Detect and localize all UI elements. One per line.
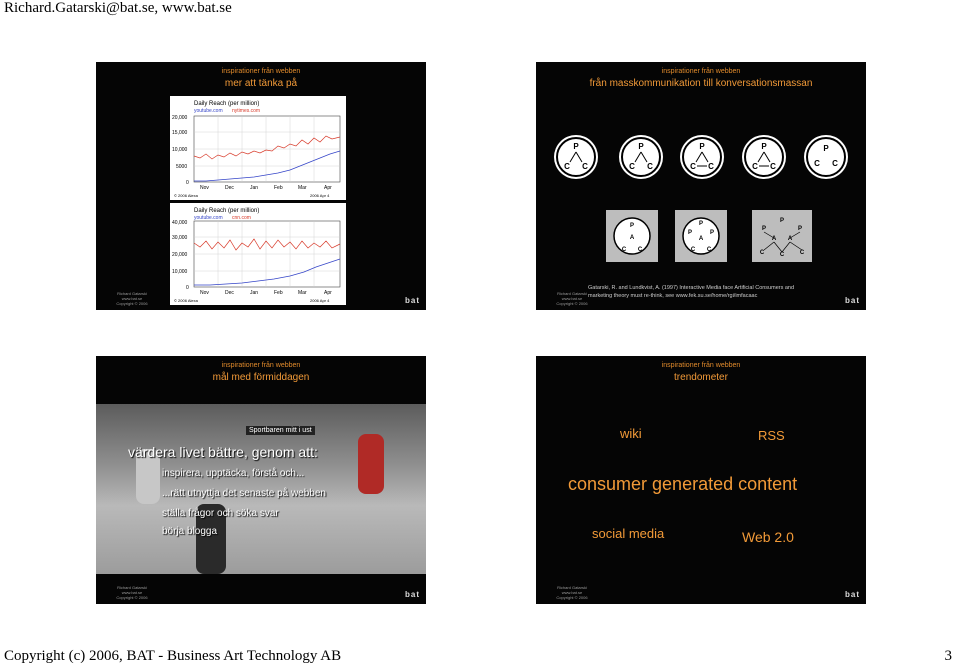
xtick: Apr — [324, 290, 332, 296]
reference-text — [588, 284, 838, 300]
goal-item: börja blogga — [162, 526, 218, 537]
goal-item: ställa frågor och söka svar — [162, 508, 279, 519]
ytick: 15,000 — [172, 130, 188, 136]
credit-copyright: Copyright © 2006 — [116, 595, 148, 600]
reference-line: Gatarski, R. and Lundkvist, A. (1997) Interactive Media face Artificial Consumers and — [588, 285, 795, 291]
trend-consumer-generated-content: consumer generated content — [568, 474, 798, 494]
xtick: Mar — [298, 290, 307, 296]
svg-text:P: P — [573, 142, 579, 151]
slide-title: mål med förmiddagen — [212, 372, 310, 383]
svg-text:C: C — [621, 247, 627, 253]
svg-text:C: C — [799, 250, 805, 256]
slide-title: mer att tänka på — [224, 78, 298, 89]
legend-youtube: youtube.com — [194, 215, 223, 221]
legend-nytimes: nytimes.com — [232, 108, 261, 114]
chart-date: 2006 Apr 4 — [310, 298, 330, 303]
ytick: 0 — [186, 285, 189, 291]
slide-title: från masskommunikation till konversationsmassan — [589, 78, 813, 89]
nytimes-series — [194, 136, 340, 159]
trend-web2: Web 2.0 — [742, 529, 794, 545]
slide-subtitle: inspirationer från webben — [221, 68, 301, 75]
credit-name: Richard Gatarski — [117, 291, 147, 296]
svg-text:A: A — [629, 235, 635, 241]
svg-text:P: P — [797, 226, 803, 232]
svg-text:C: C — [759, 250, 765, 256]
slide-credit — [102, 291, 162, 306]
page-header: Richard.Gatarski@bat.se, www.bat.se — [4, 0, 232, 16]
svg-text:C: C — [770, 162, 776, 171]
svg-text:P: P — [638, 142, 644, 151]
xtick: Mar — [298, 185, 307, 191]
svg-text:P: P — [699, 142, 705, 151]
ytick: 30,000 — [172, 235, 188, 241]
legend-youtube: youtube.com — [194, 108, 223, 114]
xtick: Nov — [200, 290, 209, 296]
svg-text:C: C — [752, 162, 758, 171]
page-footer: Copyright (c) 2006, BAT - Business Art Technology AB — [4, 648, 342, 664]
diagram-circle — [680, 135, 724, 179]
credit-site: www.bat.se — [561, 296, 583, 301]
svg-text:A: A — [787, 236, 793, 242]
slide-subtitle: inspirationer från webben — [221, 362, 301, 369]
svg-text:C: C — [564, 162, 570, 171]
svg-text:P: P — [709, 230, 715, 236]
slide-credit — [542, 291, 602, 306]
diagram-circle — [619, 135, 663, 179]
bat-logo: bat — [845, 590, 860, 599]
xtick: Jan — [250, 290, 259, 296]
xtick: Jan — [250, 185, 259, 191]
ytick: 20,000 — [172, 115, 188, 121]
trend-social-media: social media — [592, 526, 665, 541]
slide-credit — [542, 585, 602, 600]
credit-name: Richard Gatarski — [557, 585, 587, 590]
reference-line: marketing theory must re-think, see www.fek.su.se/home/rgi/imfacaac — [588, 293, 758, 299]
svg-text:C: C — [708, 162, 714, 171]
diagram-box — [752, 210, 812, 262]
goals-heading: värdera livet bättre, genom att: — [128, 444, 318, 460]
slide-3 — [96, 356, 426, 604]
svg-text:P: P — [629, 223, 635, 229]
xtick: Apr — [324, 185, 332, 191]
chart-title: Daily Reach (per million) — [194, 208, 260, 214]
slide-title: trendometer — [674, 372, 728, 383]
xtick: Dec — [225, 290, 234, 296]
svg-text:C: C — [629, 162, 635, 171]
diagram-circle — [554, 135, 598, 179]
alexa-chart-2 — [170, 203, 346, 305]
diagram-circle — [804, 135, 848, 179]
slide-subtitle: inspirationer från webben — [661, 68, 741, 75]
svg-text:P: P — [698, 221, 704, 227]
svg-text:C: C — [637, 247, 643, 253]
credit-name: Richard Gatarski — [557, 291, 587, 296]
credit-site: www.bat.se — [121, 590, 143, 595]
chart-title: Daily Reach (per million) — [194, 101, 260, 107]
ytick: 20,000 — [172, 252, 188, 258]
bat-logo: bat — [845, 296, 860, 305]
diagram-box — [675, 210, 727, 262]
credit-name: Richard Gatarski — [117, 585, 147, 590]
svg-text:P: P — [823, 144, 829, 153]
alexa-chart-1 — [170, 96, 346, 200]
communication-diagrams — [536, 122, 866, 292]
goal-item: ...rätt utnyttja det senaste på webben — [162, 488, 326, 499]
credit-copyright: Copyright © 2006 — [556, 595, 588, 600]
credit-site: www.bat.se — [121, 296, 143, 301]
slide-2 — [536, 62, 866, 310]
svg-text:P: P — [779, 218, 785, 224]
svg-text:C: C — [690, 247, 696, 253]
credit-site: www.bat.se — [561, 590, 583, 595]
trend-rss: RSS — [758, 428, 785, 443]
ytick: 5000 — [176, 164, 188, 170]
xtick: Feb — [274, 185, 283, 191]
slide-credit — [102, 585, 162, 600]
arena-banner: Sportbaren mitt i ust — [246, 426, 315, 435]
diagram-box — [606, 210, 658, 262]
ytick: 10,000 — [172, 147, 188, 153]
slide-4 — [536, 356, 866, 604]
svg-text:C: C — [814, 159, 820, 168]
chart-source: © 2006 Alexa — [174, 298, 198, 303]
ytick: 10,000 — [172, 269, 188, 275]
ytick: 0 — [186, 180, 189, 186]
goal-item: inspirera, upptäcka, förstå och... — [162, 468, 305, 479]
bat-logo: bat — [405, 296, 420, 305]
slide-subtitle: inspirationer från webben — [661, 362, 741, 369]
chart-source: © 2006 Alexa — [174, 193, 198, 198]
svg-text:P: P — [761, 226, 767, 232]
svg-text:A: A — [771, 236, 777, 242]
slide-1 — [96, 62, 426, 310]
svg-text:C: C — [832, 159, 838, 168]
bat-logo: bat — [405, 590, 420, 599]
svg-text:C: C — [582, 162, 588, 171]
svg-text:C: C — [779, 252, 785, 258]
svg-text:C: C — [647, 162, 653, 171]
svg-text:A: A — [698, 236, 704, 242]
svg-text:P: P — [687, 230, 693, 236]
credit-copyright: Copyright © 2006 — [556, 301, 588, 306]
xtick: Nov — [200, 185, 209, 191]
cnn-series — [194, 239, 340, 250]
trend-wiki: wiki — [620, 426, 642, 441]
svg-text:P: P — [761, 142, 767, 151]
credit-copyright: Copyright © 2006 — [116, 301, 148, 306]
svg-text:C: C — [690, 162, 696, 171]
player-shape — [358, 434, 384, 494]
svg-text:C: C — [706, 247, 712, 253]
chart-date: 2006 Apr 4 — [310, 193, 330, 198]
diagram-circle — [742, 135, 786, 179]
page-number: 3 — [944, 648, 952, 664]
ytick: 40,000 — [172, 220, 188, 226]
xtick: Feb — [274, 290, 283, 296]
youtube-series — [194, 259, 340, 285]
legend-cnn: cnn.com — [232, 215, 251, 221]
xtick: Dec — [225, 185, 234, 191]
